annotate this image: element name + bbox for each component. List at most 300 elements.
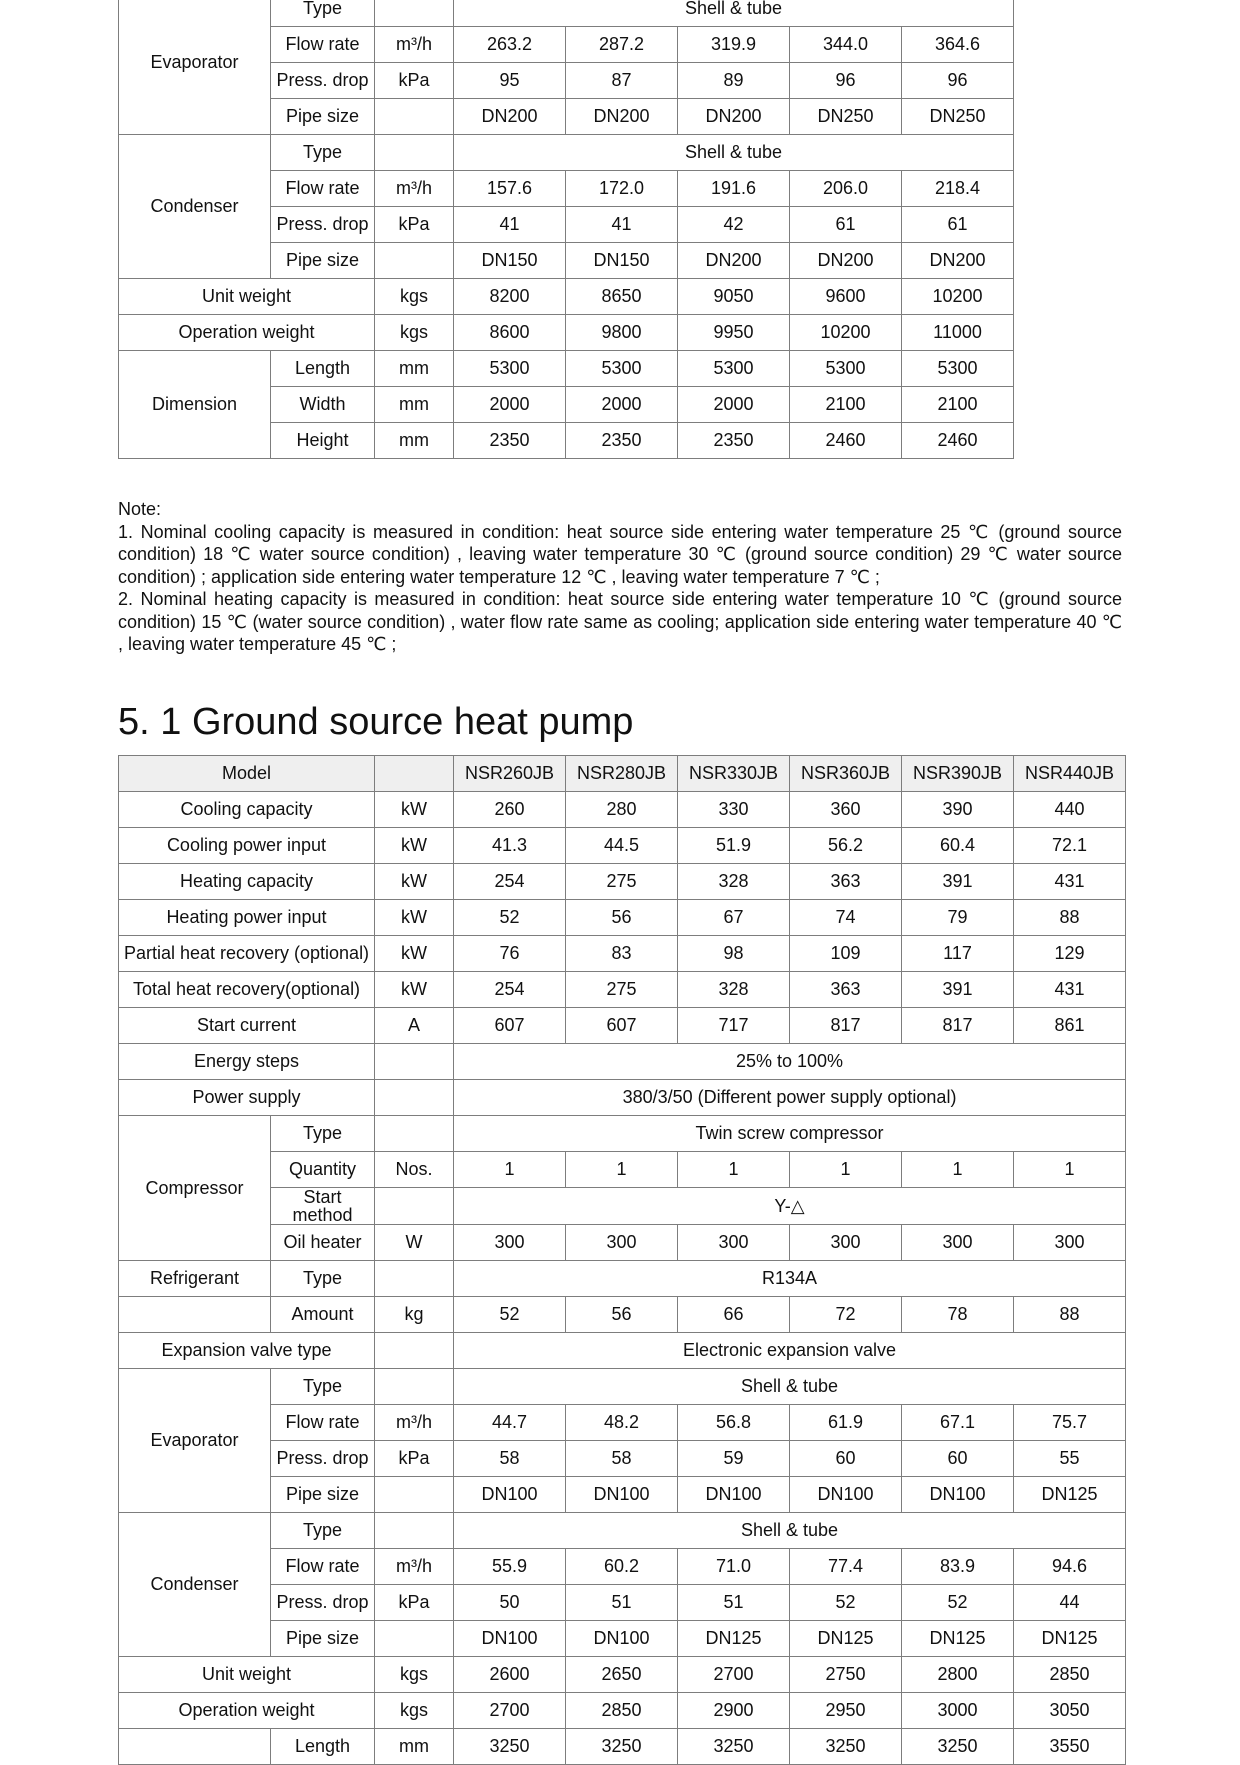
value-cell: 2850 bbox=[566, 1693, 678, 1729]
merged-value-cell: Y-△ bbox=[454, 1188, 1126, 1225]
value-cell: 391 bbox=[902, 972, 1014, 1008]
value-cell: 2650 bbox=[566, 1657, 678, 1693]
value-cell: 61.9 bbox=[790, 1405, 902, 1441]
value-cell: 607 bbox=[566, 1008, 678, 1044]
unit-cell bbox=[375, 756, 454, 792]
value-cell: 3250 bbox=[902, 1729, 1014, 1765]
value-cell: 61 bbox=[902, 207, 1014, 243]
table-row bbox=[119, 936, 1126, 972]
value-cell: 861 bbox=[1014, 1008, 1126, 1044]
value-cell: 2350 bbox=[566, 423, 678, 459]
table-row bbox=[119, 1116, 1126, 1152]
value-cell: 431 bbox=[1014, 864, 1126, 900]
row-label: Type bbox=[271, 1261, 375, 1297]
value-cell: 2350 bbox=[678, 423, 790, 459]
value-cell: DN100 bbox=[902, 1477, 1014, 1513]
value-cell: 344.0 bbox=[790, 27, 902, 63]
row-label: Press. drop bbox=[271, 1441, 375, 1477]
value-cell: 88 bbox=[1014, 900, 1126, 936]
value-cell: 52 bbox=[454, 900, 566, 936]
value-cell: 2900 bbox=[678, 1693, 790, 1729]
table-row bbox=[119, 315, 1014, 351]
value-cell: DN100 bbox=[678, 1477, 790, 1513]
table-row bbox=[119, 792, 1126, 828]
value-cell: 260 bbox=[454, 792, 566, 828]
value-cell: DN100 bbox=[566, 1621, 678, 1657]
value-cell: 67 bbox=[678, 900, 790, 936]
row-label: Unit weight bbox=[119, 1657, 375, 1693]
unit-cell: kW bbox=[375, 972, 454, 1008]
value-cell: 52 bbox=[454, 1297, 566, 1333]
merged-value-cell: Shell & tube bbox=[454, 1369, 1126, 1405]
unit-cell bbox=[375, 1188, 454, 1225]
value-cell: 1 bbox=[1014, 1152, 1126, 1188]
group-label: Evaporator bbox=[119, 0, 271, 135]
model-header-cell: NSR260JB bbox=[454, 756, 566, 792]
unit-cell bbox=[375, 1513, 454, 1549]
value-cell: DN200 bbox=[678, 99, 790, 135]
table-row bbox=[119, 828, 1126, 864]
value-cell: 3250 bbox=[566, 1729, 678, 1765]
row-label: Press. drop bbox=[271, 207, 375, 243]
model-header-cell: NSR330JB bbox=[678, 756, 790, 792]
merged-value-cell: Twin screw compressor bbox=[454, 1116, 1126, 1152]
row-label: Length bbox=[271, 351, 375, 387]
value-cell: DN250 bbox=[902, 99, 1014, 135]
value-cell: 3250 bbox=[454, 1729, 566, 1765]
value-cell: 2350 bbox=[454, 423, 566, 459]
unit-cell: A bbox=[375, 1008, 454, 1044]
row-label: Pipe size bbox=[271, 99, 375, 135]
value-cell: DN150 bbox=[566, 243, 678, 279]
value-cell: 2460 bbox=[790, 423, 902, 459]
value-cell: 55 bbox=[1014, 1441, 1126, 1477]
unit-cell: kW bbox=[375, 792, 454, 828]
value-cell: 88 bbox=[1014, 1297, 1126, 1333]
merged-value-cell: 25% to 100% bbox=[454, 1044, 1126, 1080]
note-title: Note: bbox=[118, 499, 162, 519]
value-cell: 287.2 bbox=[566, 27, 678, 63]
row-label: Width bbox=[271, 387, 375, 423]
table-row bbox=[119, 1152, 1126, 1188]
value-cell: 364.6 bbox=[902, 27, 1014, 63]
value-cell: 10200 bbox=[790, 315, 902, 351]
value-cell: 51.9 bbox=[678, 828, 790, 864]
value-cell: 8200 bbox=[454, 279, 566, 315]
value-cell: 79 bbox=[902, 900, 1014, 936]
value-cell: 2100 bbox=[902, 387, 1014, 423]
unit-cell bbox=[375, 1080, 454, 1116]
value-cell: 55.9 bbox=[454, 1549, 566, 1585]
value-cell: 60 bbox=[902, 1441, 1014, 1477]
model-header-cell: NSR280JB bbox=[566, 756, 678, 792]
value-cell: 129 bbox=[1014, 936, 1126, 972]
value-cell: 2000 bbox=[566, 387, 678, 423]
value-cell: 2700 bbox=[454, 1693, 566, 1729]
unit-cell: mm bbox=[375, 351, 454, 387]
merged-value-cell: Shell & tube bbox=[454, 135, 1014, 171]
group-label-empty bbox=[119, 1729, 271, 1765]
value-cell: 300 bbox=[566, 1225, 678, 1261]
value-cell: 74 bbox=[790, 900, 902, 936]
row-label: Pipe size bbox=[271, 243, 375, 279]
unit-cell: kW bbox=[375, 828, 454, 864]
value-cell: 44.5 bbox=[566, 828, 678, 864]
value-cell: 11000 bbox=[902, 315, 1014, 351]
table-row bbox=[119, 0, 1014, 27]
value-cell: 206.0 bbox=[790, 171, 902, 207]
model-header-cell: NSR440JB bbox=[1014, 756, 1126, 792]
value-cell: 3050 bbox=[1014, 1693, 1126, 1729]
value-cell: 76 bbox=[454, 936, 566, 972]
table-row bbox=[119, 900, 1126, 936]
value-cell: 87 bbox=[566, 63, 678, 99]
value-cell: 1 bbox=[678, 1152, 790, 1188]
value-cell: 2750 bbox=[790, 1657, 902, 1693]
table-row bbox=[119, 279, 1014, 315]
group-label: Condenser bbox=[119, 1513, 271, 1657]
merged-value-cell: Shell & tube bbox=[454, 0, 1014, 27]
value-cell: 363 bbox=[790, 972, 902, 1008]
value-cell: 328 bbox=[678, 972, 790, 1008]
value-cell: 96 bbox=[902, 63, 1014, 99]
value-cell: 319.9 bbox=[678, 27, 790, 63]
value-cell: DN100 bbox=[454, 1477, 566, 1513]
row-label: Press. drop bbox=[271, 63, 375, 99]
value-cell: 1 bbox=[790, 1152, 902, 1188]
value-cell: 360 bbox=[790, 792, 902, 828]
value-cell: 9600 bbox=[790, 279, 902, 315]
row-label: Flow rate bbox=[271, 171, 375, 207]
value-cell: DN200 bbox=[454, 99, 566, 135]
value-cell: 98 bbox=[678, 936, 790, 972]
table-row bbox=[119, 1297, 1126, 1333]
unit-cell: kW bbox=[375, 864, 454, 900]
row-label: Power supply bbox=[119, 1080, 375, 1116]
value-cell: 3550 bbox=[1014, 1729, 1126, 1765]
value-cell: 280 bbox=[566, 792, 678, 828]
value-cell: DN125 bbox=[1014, 1621, 1126, 1657]
row-label: Amount bbox=[271, 1297, 375, 1333]
row-label: Pipe size bbox=[271, 1477, 375, 1513]
value-cell: 263.2 bbox=[454, 27, 566, 63]
value-cell: 328 bbox=[678, 864, 790, 900]
unit-cell bbox=[375, 1369, 454, 1405]
row-label: Type bbox=[271, 1369, 375, 1405]
row-label: Type bbox=[271, 135, 375, 171]
table-row bbox=[119, 1188, 1126, 1225]
value-cell: 218.4 bbox=[902, 171, 1014, 207]
row-label: Start current bbox=[119, 1008, 375, 1044]
unit-cell bbox=[375, 0, 454, 27]
value-cell: 2460 bbox=[902, 423, 1014, 459]
row-label: Partial heat recovery (optional) bbox=[119, 936, 375, 972]
row-label: Flow rate bbox=[271, 1549, 375, 1585]
value-cell: 817 bbox=[790, 1008, 902, 1044]
value-cell: 3250 bbox=[678, 1729, 790, 1765]
row-label: Flow rate bbox=[271, 1405, 375, 1441]
value-cell: 60.4 bbox=[902, 828, 1014, 864]
value-cell: 1 bbox=[454, 1152, 566, 1188]
value-cell: 44.7 bbox=[454, 1405, 566, 1441]
value-cell: 2700 bbox=[678, 1657, 790, 1693]
row-label: Type bbox=[271, 0, 375, 27]
value-cell: 1 bbox=[902, 1152, 1014, 1188]
merged-value-cell: R134A bbox=[454, 1261, 1126, 1297]
table-row bbox=[119, 1044, 1126, 1080]
table-row bbox=[119, 135, 1014, 171]
value-cell: 8650 bbox=[566, 279, 678, 315]
unit-cell: kgs bbox=[375, 1657, 454, 1693]
value-cell: 58 bbox=[566, 1441, 678, 1477]
value-cell: 52 bbox=[902, 1585, 1014, 1621]
group-label: Evaporator bbox=[119, 1369, 271, 1513]
value-cell: 5300 bbox=[566, 351, 678, 387]
merged-value-cell: Electronic expansion valve bbox=[454, 1333, 1126, 1369]
table-row bbox=[119, 1261, 1126, 1297]
value-cell: 56 bbox=[566, 1297, 678, 1333]
value-cell: 109 bbox=[790, 936, 902, 972]
value-cell: DN250 bbox=[790, 99, 902, 135]
table-row bbox=[119, 1369, 1126, 1405]
model-header-cell: NSR390JB bbox=[902, 756, 1014, 792]
unit-cell bbox=[375, 243, 454, 279]
unit-cell: mm bbox=[375, 387, 454, 423]
table-row bbox=[119, 1549, 1126, 1585]
table-row bbox=[119, 1225, 1126, 1261]
group-label: Refrigerant bbox=[119, 1261, 271, 1297]
group-label: Compressor bbox=[119, 1116, 271, 1261]
unit-cell: kgs bbox=[375, 1693, 454, 1729]
unit-cell: kPa bbox=[375, 1441, 454, 1477]
value-cell: 89 bbox=[678, 63, 790, 99]
value-cell: 275 bbox=[566, 972, 678, 1008]
table-row bbox=[119, 1477, 1126, 1513]
unit-cell: kPa bbox=[375, 63, 454, 99]
row-label: Type bbox=[271, 1513, 375, 1549]
value-cell: 9950 bbox=[678, 315, 790, 351]
unit-cell bbox=[375, 1621, 454, 1657]
row-label: Type bbox=[271, 1116, 375, 1152]
value-cell: 8600 bbox=[454, 315, 566, 351]
unit-cell: W bbox=[375, 1225, 454, 1261]
row-label: Quantity bbox=[271, 1152, 375, 1188]
value-cell: 2000 bbox=[454, 387, 566, 423]
table-header-row bbox=[119, 756, 1126, 792]
value-cell: 83 bbox=[566, 936, 678, 972]
value-cell: 363 bbox=[790, 864, 902, 900]
value-cell: 254 bbox=[454, 864, 566, 900]
row-label: Start method bbox=[271, 1188, 375, 1225]
value-cell: 77.4 bbox=[790, 1549, 902, 1585]
value-cell: 330 bbox=[678, 792, 790, 828]
value-cell: 2600 bbox=[454, 1657, 566, 1693]
value-cell: 172.0 bbox=[566, 171, 678, 207]
table-row bbox=[119, 1333, 1126, 1369]
value-cell: 1 bbox=[566, 1152, 678, 1188]
value-cell: 83.9 bbox=[902, 1549, 1014, 1585]
value-cell: 300 bbox=[902, 1225, 1014, 1261]
value-cell: 300 bbox=[790, 1225, 902, 1261]
value-cell: 157.6 bbox=[454, 171, 566, 207]
value-cell: 5300 bbox=[902, 351, 1014, 387]
group-label-empty bbox=[119, 1297, 271, 1333]
merged-value-cell: Shell & tube bbox=[454, 1513, 1126, 1549]
value-cell: 117 bbox=[902, 936, 1014, 972]
value-cell: 72 bbox=[790, 1297, 902, 1333]
value-cell: 71.0 bbox=[678, 1549, 790, 1585]
value-cell: 2100 bbox=[790, 387, 902, 423]
row-label: Cooling power input bbox=[119, 828, 375, 864]
table-row bbox=[119, 1729, 1126, 1765]
value-cell: 300 bbox=[678, 1225, 790, 1261]
table-row bbox=[119, 1008, 1126, 1044]
row-label: Operation weight bbox=[119, 315, 375, 351]
unit-cell: m³/h bbox=[375, 171, 454, 207]
value-cell: 94.6 bbox=[1014, 1549, 1126, 1585]
table-row bbox=[119, 351, 1014, 387]
value-cell: DN200 bbox=[566, 99, 678, 135]
value-cell: 3250 bbox=[790, 1729, 902, 1765]
row-label: Unit weight bbox=[119, 279, 375, 315]
value-cell: 440 bbox=[1014, 792, 1126, 828]
unit-cell: kW bbox=[375, 936, 454, 972]
value-cell: 41 bbox=[454, 207, 566, 243]
value-cell: DN125 bbox=[1014, 1477, 1126, 1513]
table-row bbox=[119, 1585, 1126, 1621]
value-cell: 61 bbox=[790, 207, 902, 243]
value-cell: DN125 bbox=[678, 1621, 790, 1657]
row-label: Pipe size bbox=[271, 1621, 375, 1657]
value-cell: DN100 bbox=[790, 1477, 902, 1513]
group-label: Condenser bbox=[119, 135, 271, 279]
value-cell: 51 bbox=[566, 1585, 678, 1621]
unit-cell bbox=[375, 1116, 454, 1152]
table-row bbox=[119, 1513, 1126, 1549]
value-cell: 78 bbox=[902, 1297, 1014, 1333]
row-label: Expansion valve type bbox=[119, 1333, 375, 1369]
row-label: Flow rate bbox=[271, 27, 375, 63]
value-cell: 717 bbox=[678, 1008, 790, 1044]
value-cell: DN125 bbox=[790, 1621, 902, 1657]
value-cell: 72.1 bbox=[1014, 828, 1126, 864]
value-cell: 275 bbox=[566, 864, 678, 900]
value-cell: 5300 bbox=[790, 351, 902, 387]
value-cell: 9800 bbox=[566, 315, 678, 351]
value-cell: 42 bbox=[678, 207, 790, 243]
unit-cell: kPa bbox=[375, 1585, 454, 1621]
value-cell: 60 bbox=[790, 1441, 902, 1477]
model-header-cell: NSR360JB bbox=[790, 756, 902, 792]
value-cell: 431 bbox=[1014, 972, 1126, 1008]
value-cell: 607 bbox=[454, 1008, 566, 1044]
unit-cell: kW bbox=[375, 900, 454, 936]
value-cell: 66 bbox=[678, 1297, 790, 1333]
value-cell: 52 bbox=[790, 1585, 902, 1621]
note-line-cooling: 1. Nominal cooling capacity is measured in condition: heat source side entering water temperature 25 ℃ (ground source condition) 18 ℃ water source condition) , leaving water temperature 30 ℃ (ground source condition) 29 ℃ water source condition) ; application side entering water temperature 12 ℃ , leaving water temperature 7 ℃ ; bbox=[118, 521, 1122, 587]
value-cell: 56 bbox=[566, 900, 678, 936]
value-cell: 44 bbox=[1014, 1585, 1126, 1621]
table-row bbox=[119, 1080, 1126, 1116]
value-cell: DN100 bbox=[566, 1477, 678, 1513]
value-cell: 41 bbox=[566, 207, 678, 243]
value-cell: 2000 bbox=[678, 387, 790, 423]
value-cell: 41.3 bbox=[454, 828, 566, 864]
unit-cell: kgs bbox=[375, 279, 454, 315]
value-cell: 390 bbox=[902, 792, 1014, 828]
table-row bbox=[119, 972, 1126, 1008]
value-cell: 191.6 bbox=[678, 171, 790, 207]
unit-cell bbox=[375, 135, 454, 171]
value-cell: 56.8 bbox=[678, 1405, 790, 1441]
note-line-heating: 2. Nominal heating capacity is measured in condition: heat source side entering water temperature 10 ℃ (ground source condition) 15 ℃ (water source condition) , water flow rate same as cooling; application side entering water temperature 40 ℃ , leaving water temperature 45 ℃ ; bbox=[118, 589, 1122, 654]
row-label: Operation weight bbox=[119, 1693, 375, 1729]
value-cell: 75.7 bbox=[1014, 1405, 1126, 1441]
value-cell: 10200 bbox=[902, 279, 1014, 315]
value-cell: DN150 bbox=[454, 243, 566, 279]
unit-cell: kg bbox=[375, 1297, 454, 1333]
value-cell: DN200 bbox=[790, 243, 902, 279]
value-cell: 300 bbox=[454, 1225, 566, 1261]
row-label: Heating capacity bbox=[119, 864, 375, 900]
unit-cell: kPa bbox=[375, 207, 454, 243]
group-label: Dimension bbox=[119, 351, 271, 459]
unit-cell: mm bbox=[375, 1729, 454, 1765]
value-cell: DN125 bbox=[902, 1621, 1014, 1657]
row-label: Oil heater bbox=[271, 1225, 375, 1261]
table-row bbox=[119, 1405, 1126, 1441]
ground-source-heat-pump-spec-table bbox=[118, 755, 1126, 1765]
value-cell: 3000 bbox=[902, 1693, 1014, 1729]
unit-cell: m³/h bbox=[375, 1549, 454, 1585]
value-cell: DN100 bbox=[454, 1621, 566, 1657]
merged-value-cell: 380/3/50 (Different power supply optional) bbox=[454, 1080, 1126, 1116]
unit-cell bbox=[375, 1477, 454, 1513]
unit-cell: m³/h bbox=[375, 1405, 454, 1441]
unit-cell bbox=[375, 1044, 454, 1080]
unit-cell: Nos. bbox=[375, 1152, 454, 1188]
table-row bbox=[119, 864, 1126, 900]
unit-cell bbox=[375, 1261, 454, 1297]
value-cell: 817 bbox=[902, 1008, 1014, 1044]
value-cell: 391 bbox=[902, 864, 1014, 900]
row-label: Total heat recovery(optional) bbox=[119, 972, 375, 1008]
value-cell: 300 bbox=[1014, 1225, 1126, 1261]
value-cell: 96 bbox=[790, 63, 902, 99]
value-cell: 2850 bbox=[1014, 1657, 1126, 1693]
value-cell: 67.1 bbox=[902, 1405, 1014, 1441]
table-row bbox=[119, 1621, 1126, 1657]
row-label: Energy steps bbox=[119, 1044, 375, 1080]
value-cell: 50 bbox=[454, 1585, 566, 1621]
value-cell: 56.2 bbox=[790, 828, 902, 864]
row-label: Length bbox=[271, 1729, 375, 1765]
row-label: Press. drop bbox=[271, 1585, 375, 1621]
unit-cell: kgs bbox=[375, 315, 454, 351]
unit-cell: m³/h bbox=[375, 27, 454, 63]
value-cell: 9050 bbox=[678, 279, 790, 315]
unit-cell bbox=[375, 99, 454, 135]
value-cell: DN200 bbox=[678, 243, 790, 279]
value-cell: 2950 bbox=[790, 1693, 902, 1729]
value-cell: 2800 bbox=[902, 1657, 1014, 1693]
row-label: Model bbox=[119, 756, 375, 792]
note-block bbox=[118, 498, 1122, 656]
value-cell: 5300 bbox=[454, 351, 566, 387]
unit-cell: mm bbox=[375, 423, 454, 459]
table-row bbox=[119, 1441, 1126, 1477]
value-cell: 95 bbox=[454, 63, 566, 99]
